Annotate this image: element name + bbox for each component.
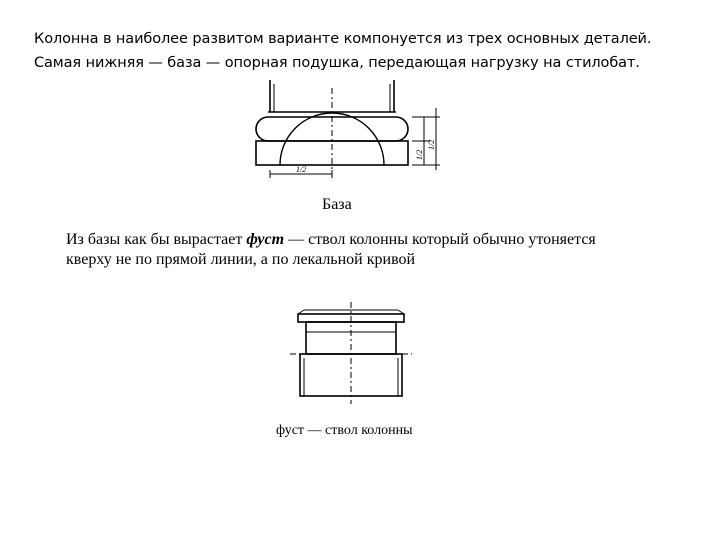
base-drawing bbox=[244, 80, 444, 184]
fust-drawing bbox=[290, 302, 414, 406]
fust-caption: фуст — ствол колонны bbox=[276, 423, 413, 438]
intro-line-1: Колонна в наиболее развитом варианте компонуется из трех основных деталей. bbox=[34, 31, 652, 47]
base-caption: База bbox=[322, 196, 352, 213]
fust-text-part-1: Из базы как бы вырастает bbox=[66, 231, 247, 248]
base-dim-right-1: 1/2 bbox=[415, 149, 424, 160]
fust-text-part-2: — ствол колонны который обычно утоняется bbox=[284, 231, 596, 248]
base-dim-bottom: 1/2 bbox=[296, 165, 307, 174]
intro-line-2: Самая нижняя — база — опорная подушка, передающая нагрузку на стилобат. bbox=[34, 55, 640, 71]
base-dim-right-2: 1/2 bbox=[427, 139, 436, 150]
intro-text bbox=[34, 27, 694, 75]
fust-paragraph bbox=[66, 230, 666, 270]
fust-term: фуст bbox=[246, 231, 285, 248]
fust-paragraph-line-2: кверху не по прямой линии, а по лекальной кривой bbox=[66, 251, 416, 268]
fust-paragraph-line-1 bbox=[66, 230, 666, 250]
